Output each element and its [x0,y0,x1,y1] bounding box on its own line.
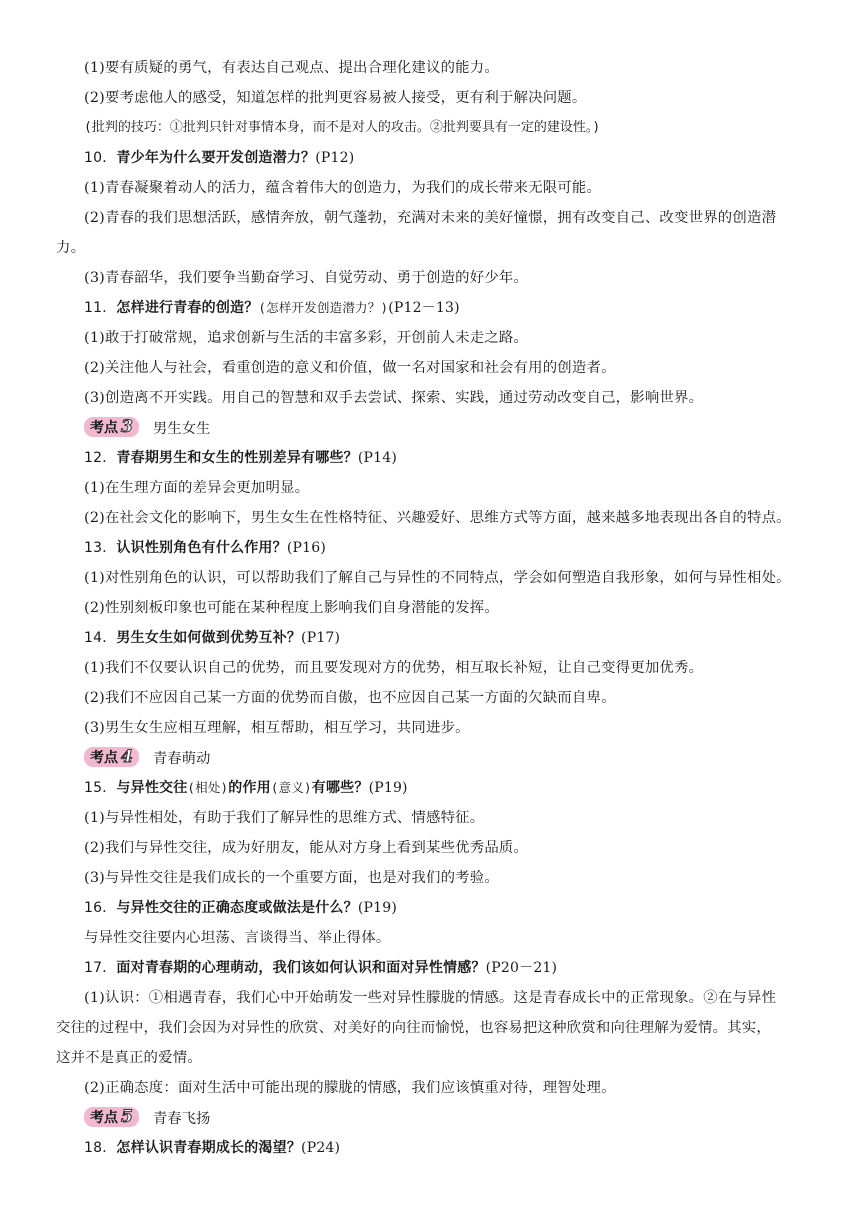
badge-label: 考点 [90,750,118,766]
answer-line: (2)关注他人与社会，看重创造的意义和价值，做一名对国家和社会有用的创造者。 [84,360,616,376]
answer-line: (2)性别刻板印象也可能在某种程度上影响我们自身潜能的发挥。 [84,600,499,616]
tip-note: (批判的技巧：①批判只针对事情本身，而不是对人的攻击。②批判要具有一定的建设性。) [84,120,601,135]
answer-line: 这并不是真正的爱情。 [56,1050,202,1066]
question-text: 男生女生如何做到优势互补？ [116,630,302,646]
question-note: (意义) [270,780,312,795]
question-note: (怎样开发创造潜力？) [258,300,389,315]
answer-line: (2)我们不应因自己某一方面的优势而自傲，也不应因自己某一方面的欠缺而自卑。 [84,690,616,706]
answer-line: (3)青春韶华，我们要争当勤奋学习、自觉劳动、勇于创造的好少年。 [84,270,529,286]
question-note: (相处) [187,780,229,795]
question-text: 青少年为什么要开发创造潜力？ [116,150,316,166]
answer-line: (3)创造离不开实践。用自己的智慧和双手去尝试、探索、实践，通过劳动改变自己，影响世界。 [84,390,704,406]
kaodian-badge [84,747,139,767]
question-number: 18． [84,1140,117,1156]
section-header [84,1106,210,1128]
answer-line: (1)敢于打破常规，追求创新与生活的丰富多彩，开创前人未走之路。 [84,330,529,346]
page-reference: (P16) [286,540,326,556]
answer-line: (1)要有质疑的勇气，有表达自己观点、提出合理化建议的能力。 [84,60,499,76]
answer-line: (2)要考虑他人的感受，知道怎样的批判更容易被人接受，更有利于解决问题。 [84,90,587,106]
answer-line: (3)男生女生应相互理解，相互帮助，相互学习，共同进步。 [84,720,470,736]
answer-line: (1)认识：①相遇青春，我们心中开始萌发一些对异性朦胧的情感。这是青春成长中的正常现象。②在与异性 [84,990,777,1006]
question-text: 青春期男生和女生的性别差异有哪些？ [116,450,358,466]
question-heading [84,148,354,168]
page-reference: (P19) [357,900,397,916]
answer-line: (2)在社会文化的影响下，男生女生在性格特征、兴趣爱好、思维方式等方面，越来越多地表现出各自的特点。 [84,510,791,526]
badge-number: 4 [121,747,133,767]
question-number: 10． [84,150,117,166]
badge-number: 3 [121,417,133,437]
question-heading [84,898,397,918]
question-number: 13． [84,540,117,556]
badge-label: 考点 [90,1110,118,1126]
badge-number: 5 [121,1107,133,1127]
answer-line: (1)我们不仅要认识自己的优势，而且要发现对方的优势，相互取长补短，让自己变得更加优秀。 [84,660,704,676]
answer-line: (2)青春的我们思想活跃，感情奔放，朝气蓬勃，充满对未来的美好憧憬，拥有改变自己、改变世界的创造潜 [84,210,777,226]
answer-line: (3)与异性交往是我们成长的一个重要方面，也是对我们的考验。 [84,870,499,886]
page-reference: (P12) [315,150,355,166]
question-heading [84,628,340,648]
question-text: 与异性交往 [116,780,188,796]
page-reference: (P19) [368,780,408,796]
question-heading [84,448,397,468]
answer-line: (1)与异性相处，有助于我们了解异性的思维方式、情感特征。 [84,810,485,826]
page-reference: (P20－21) [485,960,558,976]
question-number: 12． [84,450,117,466]
answer-line: 交往的过程中，我们会因为对异性的欣赏、对美好的向往而愉悦，也容易把这种欣赏和向往理解为爱情。其实， [56,1020,771,1036]
answer-line: (1)在生理方面的差异会更加明显。 [84,480,310,496]
badge-label: 考点 [90,420,118,436]
answer-line: 力。 [56,240,86,256]
answer-line: (2)我们与异性交往，成为好朋友，能从对方身上看到某些优秀品质。 [84,840,529,856]
answer-line: (2)正确态度：面对生活中可能出现的朦胧的情感，我们应该慎重对待，理智处理。 [84,1080,616,1096]
section-header [84,746,210,768]
question-text: 与异性交往的正确态度或做法是什么？ [116,900,358,916]
page-reference: (P12－13) [388,300,460,316]
question-number: 17． [84,960,117,976]
question-text: 怎样进行青春的创造？ [116,300,259,316]
section-header [84,416,210,438]
answer-line: 与异性交往要内心坦荡、言谈得当、举止得体。 [84,930,391,946]
question-heading [84,778,408,798]
question-text: 的作用 [228,780,271,796]
page-reference: (P24) [301,1140,341,1156]
question-text: 怎样认识青春期成长的渴望？ [116,1140,302,1156]
page-reference: (P14) [357,450,397,466]
question-heading [84,958,557,978]
section-title: 男生女生 [152,420,211,437]
question-text: 有哪些？ [311,780,369,796]
kaodian-badge [84,1107,139,1127]
question-number: 14． [84,630,117,646]
question-number: 16． [84,900,117,916]
question-heading [84,538,326,558]
question-text: 面对青春期的心理萌动，我们该如何认识和面对异性情感？ [116,960,486,976]
section-title: 青春飞扬 [152,1110,211,1127]
question-heading [84,298,460,318]
page-reference: (P17) [301,630,341,646]
kaodian-badge [84,417,139,437]
answer-line: (1)青春凝聚着动人的活力，蕴含着伟大的创造力，为我们的成长带来无限可能。 [84,180,602,196]
question-heading [84,1138,340,1158]
section-title: 青春萌动 [152,750,211,767]
answer-line: (1)对性别角色的认识，可以帮助我们了解自己与异性的不同特点，学会如何塑造自我形象，如何与异性相处。 [84,570,791,586]
question-text: 认识性别角色有什么作用？ [116,540,287,556]
question-number: 15． [84,780,117,796]
question-number: 11． [84,300,117,316]
